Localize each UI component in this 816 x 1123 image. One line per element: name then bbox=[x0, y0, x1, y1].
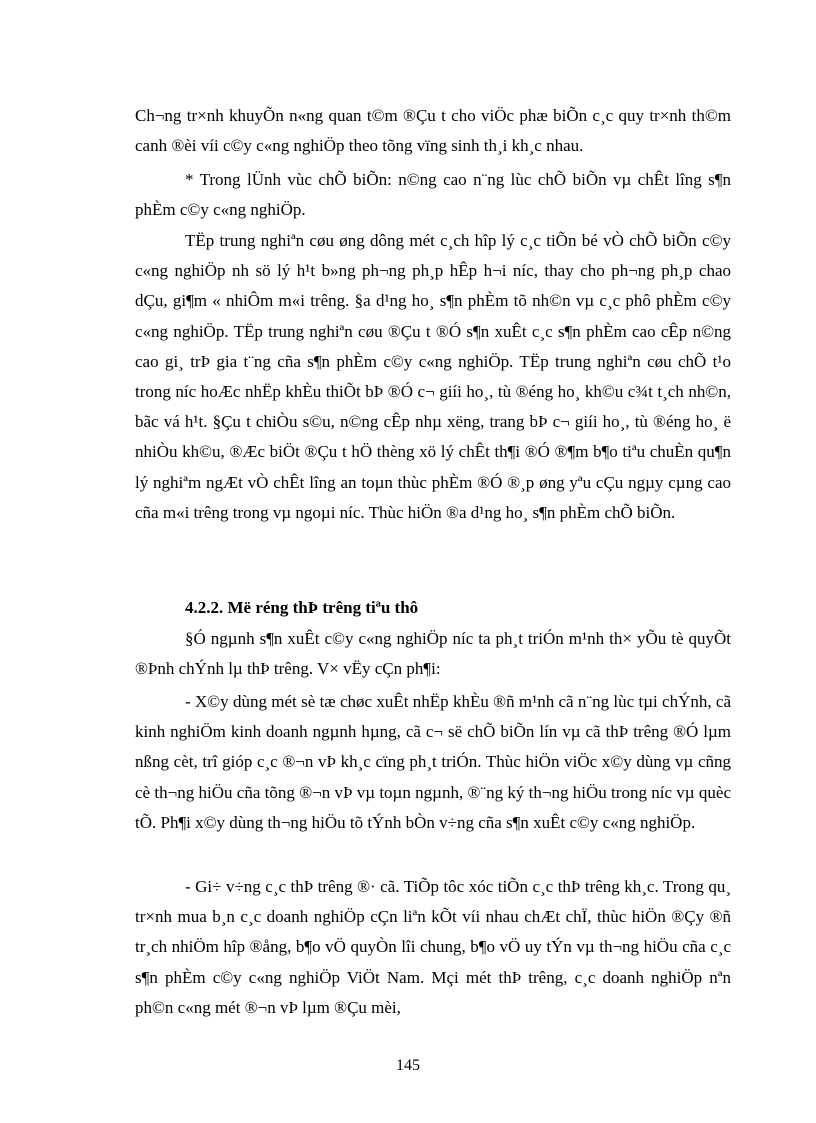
page-number: 145 bbox=[396, 1057, 420, 1074]
paragraph-1: Ch¬ng tr×nh khuyÕn n«ng quan t©m ®Çu t cho viÖc phæ biÕn c¸c quy tr×nh th©m canh ®èi víi c©y c«ng nghiÖp theo tõng vïng sinh th¸i kh¸c nhau. bbox=[135, 106, 731, 156]
paragraph-5: - X©y dùng mét sè tæ chøc xuÊt nhËp khÈu ®ñ m¹nh cã n¨ng lùc tµi chÝnh, cã kinh nghiÖm kinh doanh ngµnh hµng, cã c¬ së chÕ biÕn lín vµ cã thÞ trêng ®Ó lµm nßng cèt, trî gióp c¸c ®¬n vÞ kh¸c cïng ph¸t triÓn. Thùc hiÖn viÖc x©y dùng vµ cñng cè th¬ng hiÖu cña tõng ®¬n vÞ vµ toµn ngµnh, ®¨ng ký th¬ng hiÖu trong níc vµ quèc tÕ. Ph¶i x©y dùng th¬ng hiÖu tõ tÝnh bÒn v÷ng cña s¶n xuÊt c©y c«ng nghiÖp. bbox=[135, 692, 731, 832]
paragraph-6: - Gi÷ v÷ng c¸c thÞ trêng ®· cã. TiÕp tôc xóc tiÕn c¸c thÞ trêng kh¸c. Trong qu¸ tr×nh mua b¸n c¸c doanh nghiÖp cÇn liªn kÕt víi nhau chÆt chÏ, thùc hiÖn ®Çy ®ñ tr¸ch nhiÖm hîp ®ång, b¶o vÖ quyÒn lîi chung, b¶o vÖ uy tÝn vµ th¬ng hiÖu cña c¸c s¶n phÈm c©y c«ng nghiÖp ViÖt Nam. Mçi mét thÞ trêng, c¸c doanh nghiÖp nªn ph©n c«ng mét ®¬n vÞ lµm ®Çu mèi, bbox=[135, 877, 731, 1017]
paragraph-4: §Ó ngµnh s¶n xuÊt c©y c«ng nghiÖp níc ta ph¸t triÓn m¹nh th× yÕu tè quyÕt ®Þnh chÝnh lµ thÞ trêng. V× vËy cÇn ph¶i: bbox=[135, 629, 731, 679]
paragraph-2: * Trong lÜnh vùc chÕ biÕn: n©ng cao n¨ng lùc chÕ biÕn vµ chÊt lîng s¶n phÈm c©y c«ng nghiÖp. bbox=[135, 170, 731, 220]
section-heading: 4.2.2. Më réng thÞ trêng tiªu thô bbox=[185, 598, 419, 617]
paragraph-3: TËp trung nghiªn cøu øng dông mét c¸ch hîp lý c¸c tiÕn bé vÒ chÕ biÕn c©y c«ng nghiÖp nh sö lý h¹t b»ng ph¬ng ph¸p hÊp h¬i níc, thay cho ph¬ng ph¸p chao dÇu, gi¶m « nhiÔm m«i trêng. §a d¹ng ho¸ s¶n phÈm tõ nh©n vµ c¸c phô phÈm c©y c«ng nghiÖp. TËp trung nghiªn cøu ®Çu t ®Ó s¶n xuÊt c¸c s¶n phÈm cao cÊp n©ng cao gi¸ trÞ gia t¨ng cña s¶n phÈm c©y c«ng nghiÖp. TËp trung nghiªn cøu chÕ t¹o trong níc hoÆc nhËp khÈu thiÕt bÞ ®Ó c¬ giíi ho¸, tù ®éng ho¸ kh©u c¾t t¸ch nh©n, bãc vá h¹t. §Çu t chiÒu s©u, n©ng cÊp nhµ xëng, trang bÞ c¬ giíi ho¸, tù ®éng ho¸ ë nhiÒu kh©u, ®Æc biÖt ®Çu t hÖ thèng xö lý chÊt th¶i ®Ó ®¶m b¶o tiªu chuÈn qu¶n lý nghiªm ngÆt vÒ chÊt lîng an toµn thùc phÈm ®Ó ®¸p øng yªu cÇu ngµy cµng cao cña m«i trêng trong vµ ngoµi níc. Thùc hiÖn ®a d¹ng ho¸ s¶n phÈm chÕ biÕn. bbox=[135, 231, 731, 522]
